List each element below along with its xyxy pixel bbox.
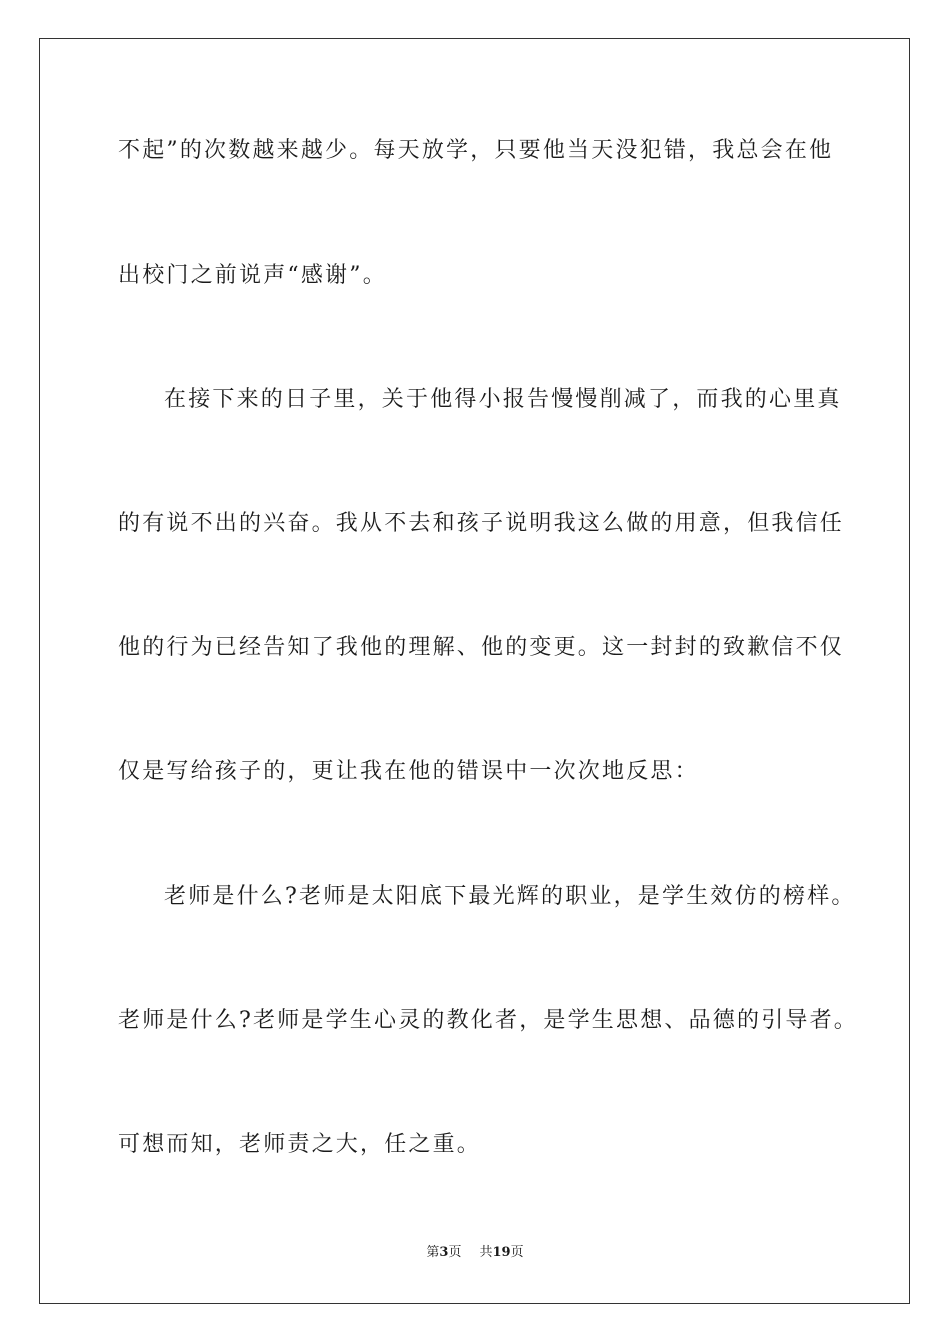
- body-line: 不起”的次数越来越少。每天放学，只要他当天没犯错，我总会在他: [118, 138, 834, 163]
- body-line: 仅是写给孩子的，更让我在他的错误中一次次地反思：: [118, 759, 699, 784]
- paragraph-start-line: 在接下来的日子里，关于他得小报告慢慢削减了，而我的心里真: [164, 387, 842, 412]
- body-line: 可想而知，老师责之大，任之重。: [118, 1132, 482, 1157]
- page-border: [39, 38, 910, 1304]
- page-label-suffix: 页: [448, 1245, 462, 1260]
- body-line: 的有说不出的兴奋。我从不去和孩子说明我这么做的用意，但我信任: [118, 511, 845, 536]
- paragraph-start-line: 老师是什么?老师是太阳底下最光辉的职业，是学生效仿的榜样。: [164, 884, 856, 909]
- total-page-count: 19: [492, 1245, 511, 1260]
- body-line: 老师是什么?老师是学生心灵的教化者，是学生思想、品德的引导者。: [118, 1008, 858, 1033]
- total-label-suffix: 页: [510, 1245, 524, 1260]
- body-line: 出校门之前说声“感谢”。: [118, 263, 387, 288]
- page-footer: [0, 1244, 950, 1262]
- total-label-prefix: 共: [479, 1245, 493, 1260]
- body-line: 他的行为已经告知了我他的理解、他的变更。这一封封的致歉信不仅: [118, 635, 845, 660]
- current-page-number: 3: [439, 1245, 449, 1260]
- page-label-prefix: 第: [426, 1245, 440, 1260]
